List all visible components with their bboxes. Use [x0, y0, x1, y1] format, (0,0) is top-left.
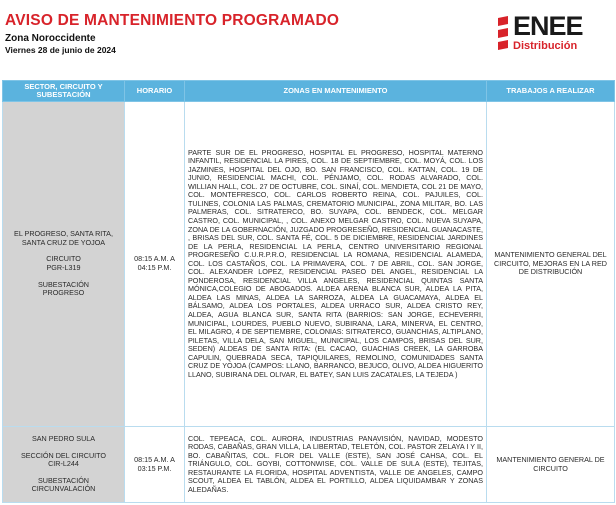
enee-logo-mark-icon: [495, 15, 511, 55]
zones-cell: PARTE SUR DE EL PROGRESO, HOSPITAL EL PROGRESO, HOSPITAL MATERNO INFANTIL, RESIDENCIAL LA PIRES, COL. 18 DE SEPTIEMBRE, COL. MOYÁ, COL. LOS JAZMINES, HOSPITAL DEL OJO, BO. SAN FRANCISCO, COL. KATTAN, COL. 19 DE JUNIO, RESIDENCIAL MACHI, COL. PÉNJAMO, COL. RODAS ALVARADO, COL. WILLIAN HALL, COL. 27 DE OCTUBRE, COL. SINAÍ, COL. MENDIETA, COL 21 DE MAYO, COL. MONTEFRESCO, COL. CARLOS ROBERTO REINA, COL. PAJUILES, COL. TULINES, COLONIA LAS PALMAS, CREMATORIO MUNICIPAL, ZONA MILITAR, BO. LAS PALMERAS, COL. SITRATERCO, BO. SUYAPA, COL. BENDECK, COL. MELGAR CASTRO, COL. MUNICIPAL, , COL. ANEXO MELGAR CASTRO, COL. NUEVA SUYAPA, ZONA DE LA GOBERNACIÓN, JUZGADO PROGRESEÑO, RESIDENCIAL GUANACASTE, , BRISAS DEL SUR, COL. SANTA FÉ, COL. 5 DE DICIEMBRE, RESIDENCIAL JARDINES DE LA PERLA, RESIDENCIAL LA PERLA, CENTRO UNIVERSITARIO REGIONAL PROGRESEÑO C.U.R.P.R.O, RESIDENCIAL LA ROMANA, RESIDENCIAL ALAMEDA, COL. LOS CASTAÑOS, COL. LA PRIMAVERA, COL. 7 DE ABRIL, COL. SAN JORGE, COL. ALEXANDER LOPEZ, RESIDENCIAL PASEO DEL ANGEL, RESIDENCIAL LA PONDEROSA, RESIDENCIAL VILLA ANGELES, RESIDENCIAL QUINTAS SANTA MÓNICA,COLEGIO DE ABOGADOS. ALDEA ARENA BLANCA SUR, ALDEA LA PITA, ALDEA LAS MINAS, ALDEA LA SARROZA, ALDEA LA GUACAMAYA, ALDEA EL BÁLSAMO, ALDEA LOS PORTALES, ALDEA URRACO SUR, ALDEA CRISTO REY, ALDEA, AGUA BLANCA SUR, SANTA RITA (BARRIOS: SAN JORGE, ECHEVERRI, MUNICIPAL, LOURDES, PUEBLO NUEVO, SUBIRANA, LARA, MINERVA, EL CENTRO, EL MILAGRO, 4 DE SEPTIEMBRE, COLONIAS: SITRATERCO, GUANCHIAS, ALTIPLANO, PILETAS, VILLA DELA, SAN MIGUEL, MUNICIPAL, LOS CAMPOS, BRISAS DEL SUR, SEDEN) ALDEAS DE SANTA RITA: (EL CACAO, GUACHIAS CREEK, LA GARROBA CAPULIN, QUEBRADA SECA, TAPIQUILARES, REMOLINO, COMUNIDADES SANTA CRUZ DE YOJOA (CAMPOS: LLANO, BARRANCO, BEJUCO, OLIVO, ALDEA HIGUERITO LLANO, SUBIRANA DEL OLIVAR, EL BATEY, SAN LUIS ZACATALES, LA TEJEDA ): [185, 102, 487, 427]
sector-name: SAN PEDRO SULA: [31, 434, 96, 444]
notice-title: AVISO DE MANTENIMIENTO PROGRAMADO: [5, 12, 340, 29]
circuit-label: CIRCUITO: [46, 254, 81, 264]
table-row: [3, 102, 615, 427]
substation-label: SUBESTACIÓN: [38, 475, 89, 485]
time-end: 04:15 P.M.: [137, 263, 172, 272]
column-header-work: TRABAJOS A REALIZAR: [487, 81, 615, 102]
schedule-cell: [125, 427, 185, 503]
column-header-sector: SECTOR, CIRCUITO Y SUBESTACIÓN: [3, 81, 125, 102]
notice-date: Viernes 28 de junio de 2024: [5, 45, 116, 55]
zone-name: Zona Noroccidente: [5, 33, 96, 44]
zones-cell: COL. TEPEACA, COL. AURORA, INDUSTRIAS PANAVISIÓN, NAVIDAD, MODESTO RODAS, CABAÑAS, GRAN VILLA, LA LIBERTAD, TELETÓN, COL. PASTOR ZELAYA I Y II, BO. CABAÑITAS, COL. FLOR DEL VALLE (ESTE), SAN JOSÉ CAHSA, COL. EL TRIÁNGULO, COL. GOYBI, COTTONWISE, COL. VALLE DE SULA (ESTE), TEJITAS, RESTAURANTE LA FLORIDA, HOSPITAL ADVENTISTA, VALLE DE ANGELES, CAMPO SCOUT, ALDEA EL TABLÓN, ALDEA EL PORTILLO, ALDEA LIQUIDAMBAR Y ZONAS ALEDAÑAS.: [185, 427, 487, 503]
substation-label: SUBESTACIÓN: [38, 279, 89, 289]
circuit-code: CIR-L244: [48, 459, 79, 469]
table-header-row: [3, 81, 615, 102]
table-row: [3, 427, 615, 503]
logo-subtitle: Distribución: [513, 40, 578, 52]
circuit-code: PGR-L319: [46, 263, 81, 272]
substation-name: CIRCUNVALACIÓN: [31, 484, 96, 494]
time-end: 03:15 P.M.: [137, 463, 172, 473]
circuit-label: SECCIÓN DEL CIRCUITO: [20, 450, 107, 460]
time-start: 08:15 A.M. A: [134, 454, 175, 464]
substation-name: PROGRESO: [42, 288, 85, 298]
sector-cell: [3, 102, 125, 427]
sector-cell: [3, 427, 125, 503]
work-cell: MANTENIMIENTO GENERAL DE CIRCUITO: [487, 427, 615, 503]
enee-logo: [495, 13, 605, 57]
work-cell: MANTENIMIENTO GENERAL DEL CIRCUITO, MEJORAS EN LA RED DE DISTRIBUCIÓN: [487, 102, 615, 427]
column-header-schedule: HORARIO: [125, 81, 185, 102]
notice-header: [0, 0, 616, 80]
column-header-zones: ZONAS EN MANTENIMIENTO: [185, 81, 487, 102]
time-start: 08:15 A.M. A: [134, 254, 175, 264]
maintenance-table: [2, 80, 615, 503]
sector-name: EL PROGRESO, SANTA RITA, SANTA CRUZ DE YOJOA: [14, 229, 113, 247]
schedule-cell: [125, 102, 185, 427]
logo-name: ENEE: [513, 11, 583, 41]
